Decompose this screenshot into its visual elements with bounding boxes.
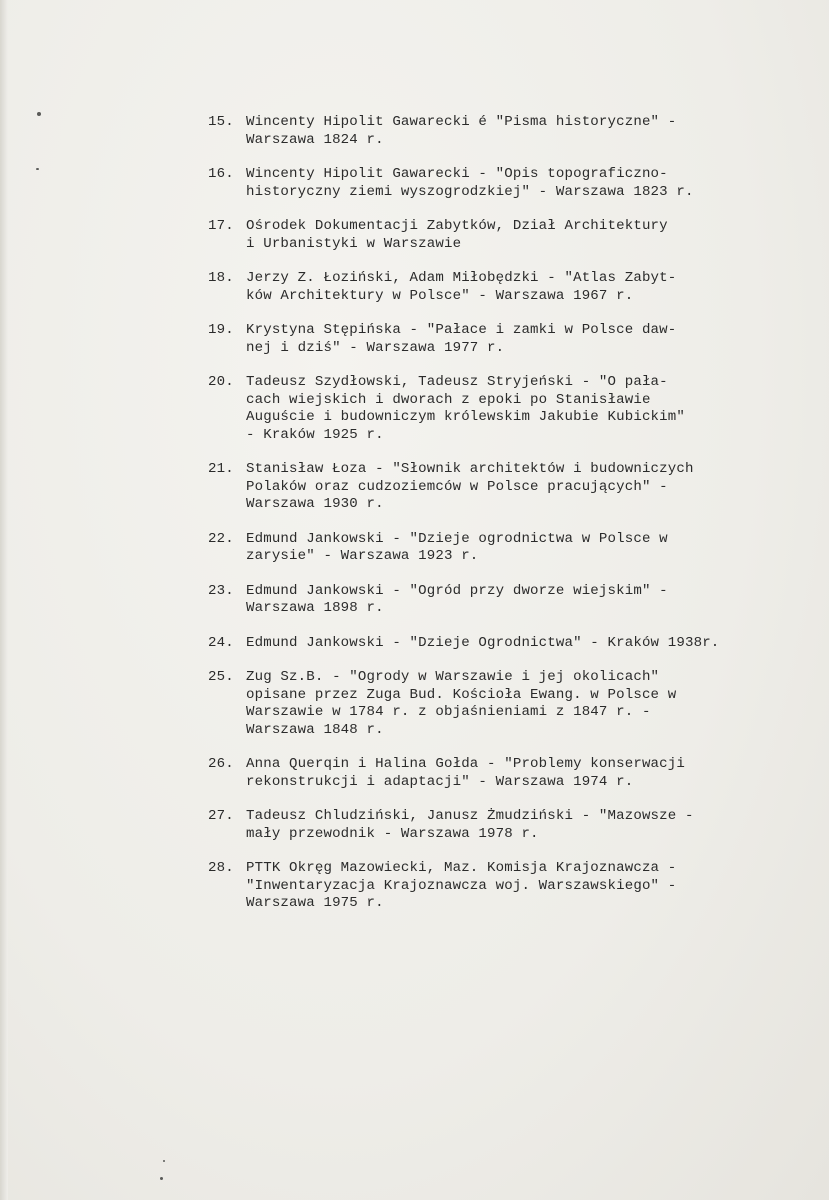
entry-number: 20. [208, 374, 234, 390]
paper-speck [36, 168, 39, 170]
bibliography-entry [208, 114, 808, 149]
entry-number: 23. [208, 582, 234, 599]
paper-speck [160, 1177, 163, 1180]
entry-text: Ośrodek Dokumentacji Zabytków, Dział Architektury i Urbanistyki w Warszawie [246, 218, 668, 252]
bibliography-entry [208, 322, 808, 357]
entry-text: Wincenty Hipolit Gawarecki - "Opis topograficzno- historyczny ziemi wyszogrodzkiej" - Warszawa 1823 r. [246, 166, 694, 200]
entry-text: Edmund Jankowski - "Dzieje Ogrodnictwa" - Kraków 1938r. [246, 634, 720, 651]
entry-text: Zug Sz.B. - "Ogrody w Warszawie i jej okolicach" opisane przez Zuga Bud. Kościoła Ewang. w Polsce w Warszawie w 1784 r. z objaśnieniami z 1847 r. - Warszawa 1848 r. [246, 669, 677, 738]
entry-number: 28. [208, 860, 234, 876]
bibliography-entry [208, 531, 808, 566]
entry-text: Stanisław Łoza - "Słownik architektów i budowniczych Polaków oraz cudzoziemców w Polsce pracujących" - Warszawa 1930 r. [246, 461, 694, 512]
entry-number: 25. [208, 669, 234, 685]
entry-number: 16. [208, 166, 234, 182]
entry-number: 27. [208, 808, 234, 824]
entry-number: 26. [208, 756, 234, 772]
entry-text: Edmund Jankowski - "Dzieje ogrodnictwa w Polsce w zarysie" - Warszawa 1923 r. [246, 530, 668, 564]
bibliography-entry [208, 166, 808, 201]
entry-text: Edmund Jankowski - "Ogród przy dworze wiejskim" - Warszawa 1898 r. [246, 582, 668, 616]
bibliography-entry [208, 270, 808, 305]
bibliography-entry [208, 461, 808, 514]
entry-text: PTTK Okręg Mazowiecki, Maz. Komisja Krajoznawcza - "Inwentaryzacja Krajoznawcza woj. Warszawskiego" - Warszawa 1975 r. [246, 860, 677, 911]
bibliography-entry [208, 860, 808, 913]
entry-number: 15. [208, 114, 234, 130]
entry-number: 22. [208, 530, 234, 547]
bibliography-list [208, 114, 808, 930]
paper-speck [37, 112, 41, 116]
bibliography-entry [208, 669, 808, 739]
entry-number: 17. [208, 218, 234, 234]
entry-text: Jerzy Z. Łoziński, Adam Miłobędzki - "Atlas Zabyt- ków Architektury w Polsce" - Warszawa 1967 r. [246, 270, 677, 304]
entry-number: 19. [208, 322, 234, 338]
entry-text: Tadeusz Szydłowski, Tadeusz Stryjeński - "O pała- cach wiejskich i dworach z epoki po Stanisławie Auguście i budowniczym królewskim Jakubie Kubickim" - Kraków 1925 r. [246, 374, 685, 443]
entry-text: Anna Querqin i Halina Gołda - "Problemy konserwacji rekonstrukcji i adaptacji" - Warszawa 1974 r. [246, 756, 685, 790]
bibliography-entry [208, 218, 808, 253]
entry-number: 18. [208, 270, 234, 286]
bibliography-entry [208, 374, 808, 444]
entry-number: 24. [208, 634, 234, 651]
bibliography-entry [208, 583, 808, 618]
bibliography-entry [208, 756, 808, 791]
entry-text: Wincenty Hipolit Gawarecki é "Pisma historyczne" - Warszawa 1824 r. [246, 114, 677, 148]
entry-text: Krystyna Stępińska - "Pałace i zamki w Polsce daw- nej i dziś" - Warszawa 1977 r. [246, 322, 677, 356]
bibliography-entry [208, 635, 808, 653]
bibliography-entry [208, 808, 808, 843]
entry-text: Tadeusz Chludziński, Janusz Żmudziński - "Mazowsze - mały przewodnik - Warszawa 1978 r. [246, 808, 694, 842]
page-edge-shadow [0, 0, 8, 1200]
entry-number: 21. [208, 461, 234, 477]
paper-speck [163, 1160, 165, 1162]
